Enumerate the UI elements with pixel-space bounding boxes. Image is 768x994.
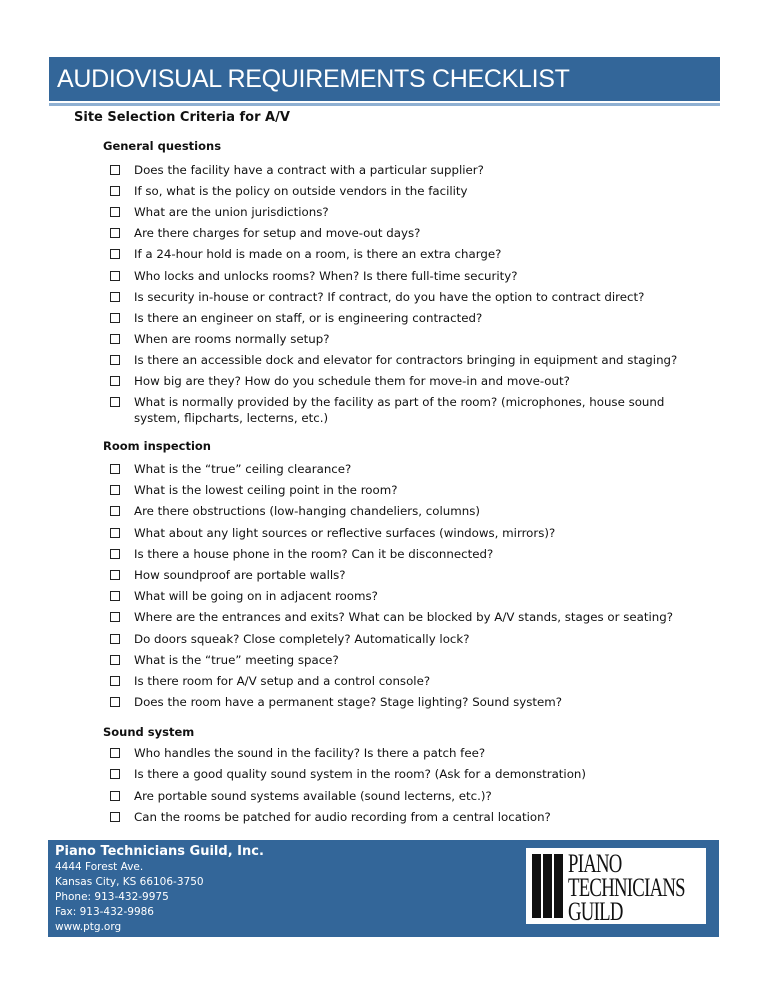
checkbox[interactable]	[110, 570, 120, 580]
checklist-item-text: When are rooms normally setup?	[134, 331, 330, 346]
checklist-item	[110, 631, 750, 647]
checkbox[interactable]	[110, 634, 120, 644]
checklist-item	[110, 373, 750, 389]
checkbox[interactable]	[110, 165, 120, 175]
checklist-item	[110, 268, 750, 284]
checklist-item-text: Where are the entrances and exits? What can be blocked by A/V stands, stages or seating?	[134, 610, 674, 625]
checkbox[interactable]	[110, 228, 120, 238]
checklist-item-text: Are there charges for setup and move-out days?	[134, 226, 421, 241]
logo-text-technicians: TECHNICIANS	[568, 873, 685, 902]
section-title: Site Selection Criteria for A/V	[74, 110, 290, 125]
checklist-item-text: What is the lowest ceiling point in the room?	[134, 483, 398, 498]
checkbox[interactable]	[110, 528, 120, 538]
checklist-item-text: Is there a house phone in the room? Can it be disconnected?	[134, 546, 494, 561]
footer	[48, 840, 719, 937]
group-heading: Sound system	[103, 725, 195, 739]
checkbox[interactable]	[110, 812, 120, 822]
checkbox[interactable]	[110, 271, 120, 281]
checkbox[interactable]	[110, 591, 120, 601]
checkbox[interactable]	[110, 186, 120, 196]
checkbox[interactable]	[110, 697, 120, 707]
checklist-item-text: Do doors squeak? Close completely? Automatically lock?	[134, 631, 470, 646]
checkbox[interactable]	[110, 676, 120, 686]
checkbox[interactable]	[110, 334, 120, 344]
checklist-item	[110, 204, 750, 220]
checklist-item-text: Are there obstructions (low-hanging chandeliers, columns)	[134, 504, 480, 519]
checklist-item-text: Is there a good quality sound system in the room? (Ask for a demonstration)	[134, 767, 587, 782]
checklist-item-text: Who locks and unlocks rooms? When? Is there full-time security?	[134, 268, 518, 283]
checklist-item-text: Does the facility have a contract with a particular supplier?	[134, 163, 484, 177]
checklist-item-text: What is normally provided by the facility as part of the room? (microphones, house sound system, flipcharts, lecterns, etc.)	[134, 395, 665, 426]
checklist-item	[110, 546, 750, 562]
checklist-item	[110, 673, 750, 689]
logo-text-piano: PIANO	[568, 849, 622, 878]
checkbox[interactable]	[110, 397, 120, 407]
checkbox[interactable]	[110, 355, 120, 365]
checklist-item	[110, 461, 750, 477]
checklist-item-text: If so, what is the policy on outside vendors in the facility	[134, 184, 468, 199]
checklist-item	[110, 525, 750, 541]
checklist-item-text: Are portable sound systems available (sound lecterns, etc.)?	[134, 788, 492, 803]
footer-phone: Phone: 913-432-9975	[55, 891, 169, 903]
checkbox[interactable]	[110, 464, 120, 474]
group-heading: Room inspection	[103, 439, 211, 453]
group-heading: General questions	[103, 139, 222, 153]
ptg-logo	[526, 848, 706, 924]
checklist-item-text: How soundproof are portable walls?	[134, 568, 346, 582]
checklist-item	[110, 609, 750, 625]
checkbox[interactable]	[110, 292, 120, 302]
checkbox[interactable]	[110, 549, 120, 559]
checkbox[interactable]	[110, 313, 120, 323]
checklist-item	[110, 766, 750, 782]
footer-fax: Fax: 913-432-9986	[55, 906, 154, 918]
checklist-item	[110, 588, 750, 604]
checkbox[interactable]	[110, 748, 120, 758]
footer-city: Kansas City, KS 66106-3750	[55, 876, 204, 888]
checklist-item	[110, 503, 750, 519]
checklist-item-text: Is there room for A/V setup and a control console?	[134, 674, 431, 688]
checkbox[interactable]	[110, 506, 120, 516]
checklist-item	[110, 289, 750, 305]
checklist-item	[110, 246, 750, 262]
checklist-item-text: Does the room have a permanent stage? Stage lighting? Sound system?	[134, 695, 563, 710]
footer-org-name: Piano Technicians Guild, Inc.	[55, 844, 264, 859]
checkbox[interactable]	[110, 769, 120, 779]
checklist-item	[110, 310, 750, 326]
checklist-item	[110, 394, 700, 426]
checklist-item	[110, 567, 750, 583]
checklist-item-text: What is the “true” ceiling clearance?	[134, 462, 352, 476]
page-title: AUDIOVISUAL REQUIREMENTS CHECKLIST	[57, 65, 570, 93]
checkbox[interactable]	[110, 791, 120, 801]
footer-address: 4444 Forest Ave.	[55, 861, 144, 873]
checklist-item-text: Is there an accessible dock and elevator for contractors bringing in equipment and staging?	[134, 352, 678, 367]
checklist-item-text: What will be going on in adjacent rooms?	[134, 589, 378, 604]
checklist-item-text: Is there an engineer on staff, or is engineering contracted?	[134, 310, 483, 325]
logo-text-guild: GUILD	[568, 897, 623, 926]
checkbox[interactable]	[110, 612, 120, 622]
checklist-item	[110, 788, 750, 804]
checklist-item	[110, 162, 750, 178]
checklist-item-text: How big are they? How do you schedule them for move-in and move-out?	[134, 374, 570, 388]
checklist-item-text: If a 24-hour hold is made on a room, is there an extra charge?	[134, 247, 502, 262]
checkbox[interactable]	[110, 485, 120, 495]
checklist-item-text: Can the rooms be patched for audio recording from a central location?	[134, 809, 551, 824]
checklist-item-text: What is the “true” meeting space?	[134, 652, 339, 667]
checklist-item	[110, 482, 750, 498]
checklist-item	[110, 352, 750, 368]
checklist-item	[110, 809, 750, 825]
checklist-item	[110, 183, 750, 199]
checklist-item	[110, 652, 750, 668]
checklist-item-text: What are the union jurisdictions?	[134, 205, 329, 220]
checklist-item	[110, 225, 750, 241]
page-header-bar	[49, 57, 720, 103]
checklist-item-text: Is security in-house or contract? If contract, do you have the option to contract direct?	[134, 289, 645, 304]
checklist-item	[110, 745, 750, 761]
checklist-item-text: What about any light sources or reflective surfaces (windows, mirrors)?	[134, 525, 556, 540]
checklist-item	[110, 694, 750, 710]
checklist-item	[110, 331, 750, 347]
checkbox[interactable]	[110, 376, 120, 386]
checkbox[interactable]	[110, 207, 120, 217]
checkbox[interactable]	[110, 249, 120, 259]
checkbox[interactable]	[110, 655, 120, 665]
checklist-item-text: Who handles the sound in the facility? Is there a patch fee?	[134, 746, 486, 760]
footer-website: www.ptg.org	[55, 921, 122, 933]
